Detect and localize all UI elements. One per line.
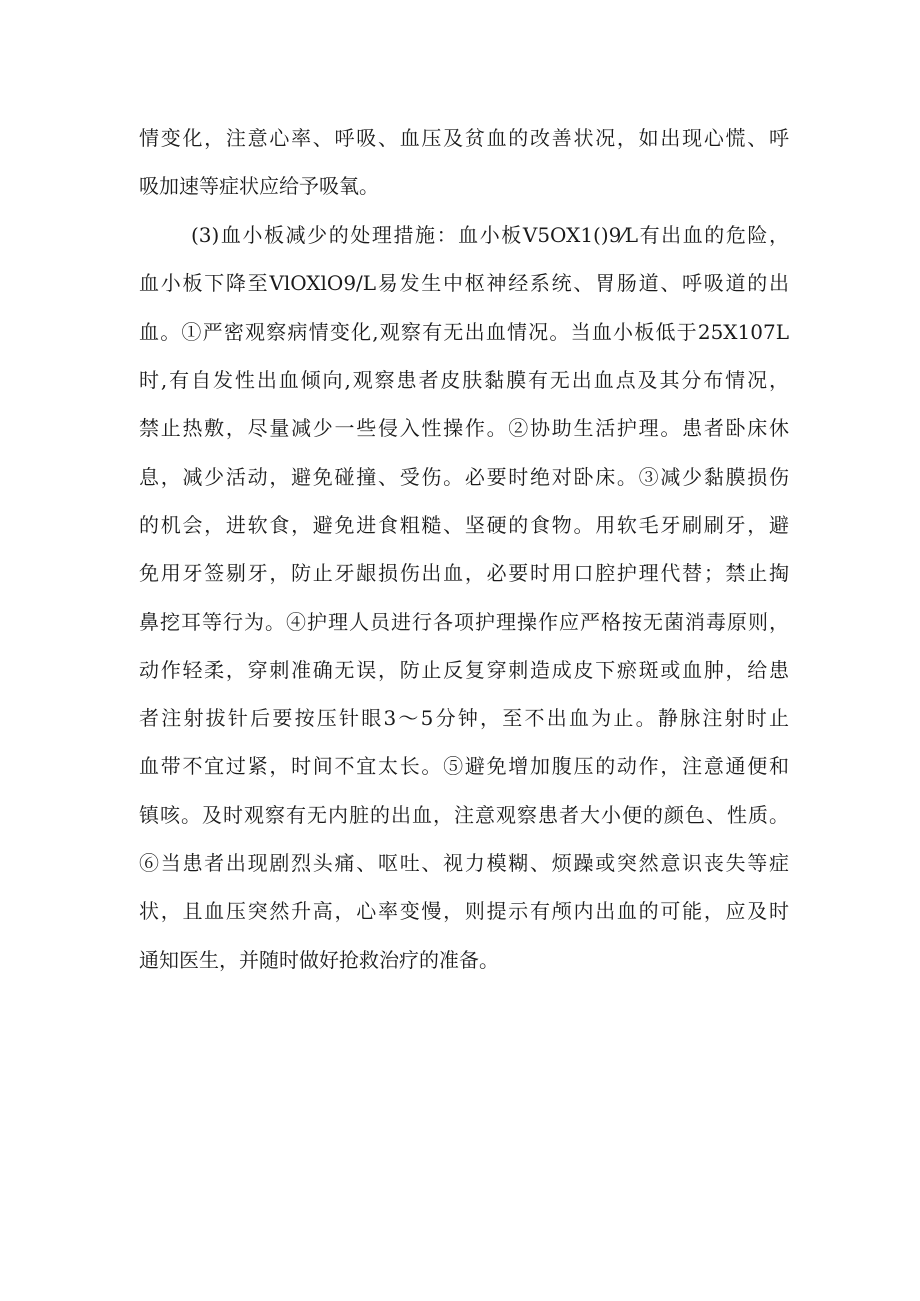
text-line: 免用牙签剔牙，防止牙龈损伤出血，必要时用口腔护理代替；禁止掏: [139, 561, 789, 585]
text-line: 者注射拔针后要按压针眼3～5分钟，至不出血为止。静脉注射时止: [139, 706, 789, 730]
text-line: ⑥当患者出现剧烈头痛、呕吐、视力模糊、烦躁或突然意识丧失等症: [139, 851, 789, 875]
text-line: 镇咳。及时观察有无内脏的出血，注意观察患者大小便的颜色、性质。: [139, 803, 789, 827]
text-line: 状，且血压突然升高，心率变慢，则提示有颅内出血的可能，应及时: [139, 899, 789, 923]
text-line: 的机会，进软食，避免进食粗糙、坚硬的食物。用软毛牙刷刷牙，避: [139, 513, 789, 537]
text-line: 息，减少活动，避免碰撞、受伤。必要时绝对卧床。③减少黏膜损伤: [139, 465, 789, 489]
text-line: 通知医生，并随时做好抢救治疗的准备。: [139, 948, 499, 972]
text-line: 鼻挖耳等行为。④护理人员进行各项护理操作应严格按无菌消毒原则，: [139, 610, 789, 634]
text-line: 血带不宜过紧，时间不宜太长。⑤避免增加腹压的动作，注意通便和: [139, 754, 789, 778]
text-line: 动作轻柔，穿刺准确无误，防止反复穿刺造成皮下瘀斑或血肿，给患: [139, 658, 789, 682]
text-line: 情变化，注意心率、呼吸、血压及贫血的改善状况，如出现心慌、呼: [139, 126, 789, 150]
text-line: 吸加速等症状应给予吸氧。: [139, 174, 379, 198]
text-line: 禁止热敷，尽量减少一些侵入性操作。②协助生活护理。患者卧床休: [139, 416, 789, 440]
text-line: 时,有自发性出血倾向,观察患者皮肤黏膜有无出血点及其分布情况，: [139, 368, 789, 392]
text-line: 血。①严密观察病情变化,观察有无出血情况。当血小板低于25X107L: [139, 320, 789, 344]
text-line: 血小板下降至VlOXlO9/L易发生中枢神经系统、胃肠道、呼吸道的出: [139, 271, 789, 295]
text-line: (3)血小板减少的处理措施：血小板V5OX1()9⁄L有出血的危险，: [191, 223, 789, 247]
